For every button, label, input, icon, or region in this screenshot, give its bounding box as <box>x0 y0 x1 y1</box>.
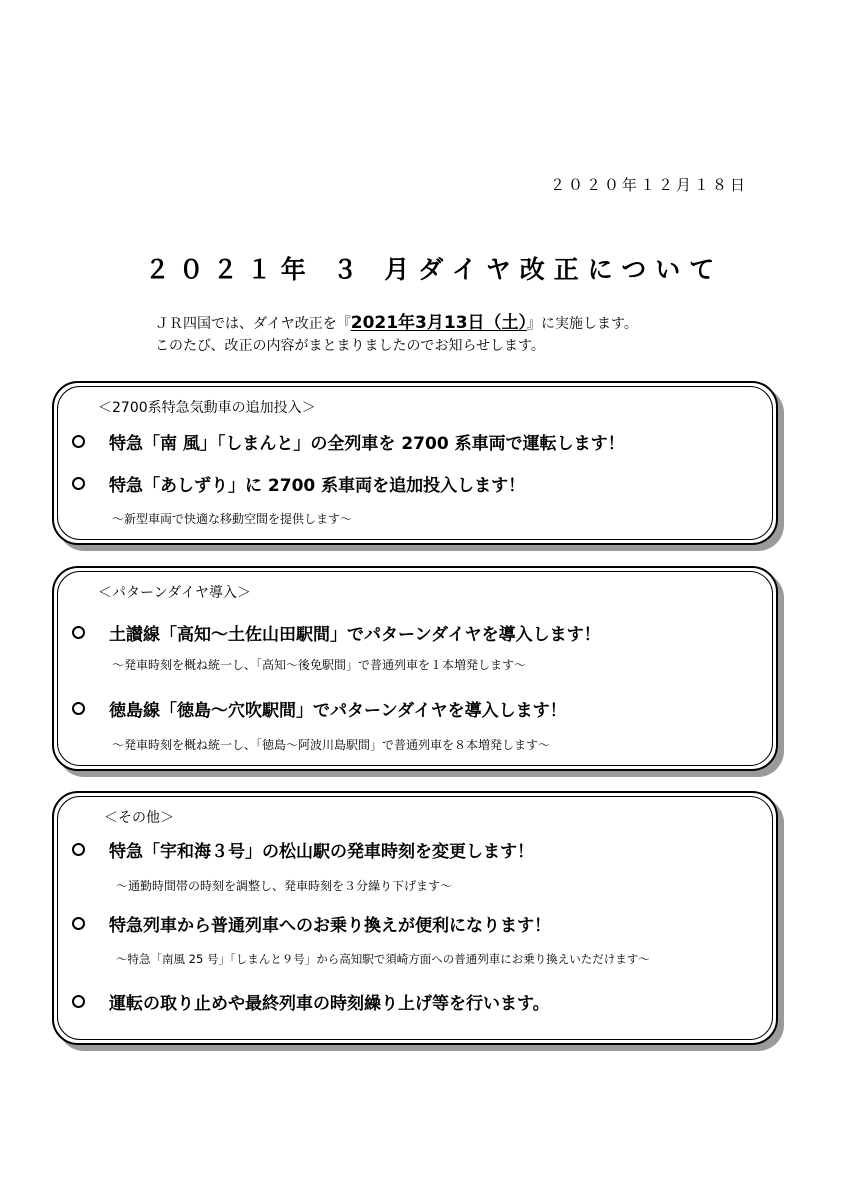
circle-bullet-icon <box>72 702 85 715</box>
list-item-note: ～発車時刻を概ね統一し、「徳島～阿波川島駅間」で普通列車を８本増発します～ <box>112 738 551 752</box>
circle-bullet-icon <box>72 917 85 930</box>
intro-line-1-prefix: ＪＲ四国では、ダイヤ改正を『 <box>155 316 351 332</box>
list-item <box>72 696 567 721</box>
circle-bullet-icon <box>72 477 85 490</box>
intro-line-1-suffix: 』に実施します。 <box>527 316 638 332</box>
list-item-text: 土讃線「高知～土佐山田駅間」でパターンダイヤを導入します！ <box>109 625 601 645</box>
list-item-text: 特急「あしずり」に 2700 系車両を追加投入します！ <box>109 476 526 496</box>
list-item <box>72 471 525 496</box>
section-pattern-timetable <box>52 566 778 771</box>
circle-bullet-icon <box>72 995 85 1008</box>
revision-date: 2021年3月13日（土） <box>350 313 528 333</box>
intro-line-2: このたび、改正の内容がまとまりましたのでお知らせします。 <box>155 338 545 354</box>
list-item <box>72 837 534 862</box>
list-item <box>72 429 625 454</box>
section-heading: ＜パターンダイヤ導入＞ <box>98 585 251 601</box>
circle-bullet-icon <box>72 843 85 856</box>
intro-line-1 <box>155 312 638 335</box>
page-title: ２０２１年 ３ 月ダイヤ改正について <box>144 255 724 284</box>
section-note: ～新型車両で快適な移動空間を提供します～ <box>112 512 353 526</box>
list-item-text: 特急「南 風」「しまんと」の全列車を 2700 系車両で運転します！ <box>109 434 625 454</box>
list-item-note: ～特急「南風 25 号」「しまんと９号」から高知駅で須崎方面への普通列車にお乗り換えいただけます～ <box>116 952 650 966</box>
list-item-note: ～発車時刻を概ね統一し、「高知～後免駅間」で普通列車を１本増発します～ <box>112 658 527 672</box>
section-heading: ＜その他＞ <box>104 810 174 826</box>
intro-paragraph <box>155 312 638 357</box>
list-item-text: 運転の取り止めや最終列車の時刻繰り上げ等を行います。 <box>109 994 550 1014</box>
list-item <box>72 620 601 645</box>
circle-bullet-icon <box>72 435 85 448</box>
section-heading: ＜2700系特急気動車の追加投入＞ <box>98 400 316 416</box>
list-item-note: ～通勤時間帯の時刻を調整し、発車時刻を３分繰り下げます～ <box>116 879 453 893</box>
list-item <box>72 911 551 936</box>
section-other <box>52 791 778 1045</box>
notice-date: ２０２０年１２月１８日 <box>550 176 749 194</box>
section-2700-series <box>52 381 778 545</box>
circle-bullet-icon <box>72 626 85 639</box>
list-item-text: 特急列車から普通列車へのお乗り換えが便利になります！ <box>109 916 551 936</box>
list-item-text: 徳島線「徳島～穴吹駅間」でパターンダイヤを導入します！ <box>109 701 567 721</box>
list-item <box>72 989 550 1014</box>
list-item-text: 特急「宇和海３号」の松山駅の発車時刻を変更します！ <box>109 842 534 862</box>
